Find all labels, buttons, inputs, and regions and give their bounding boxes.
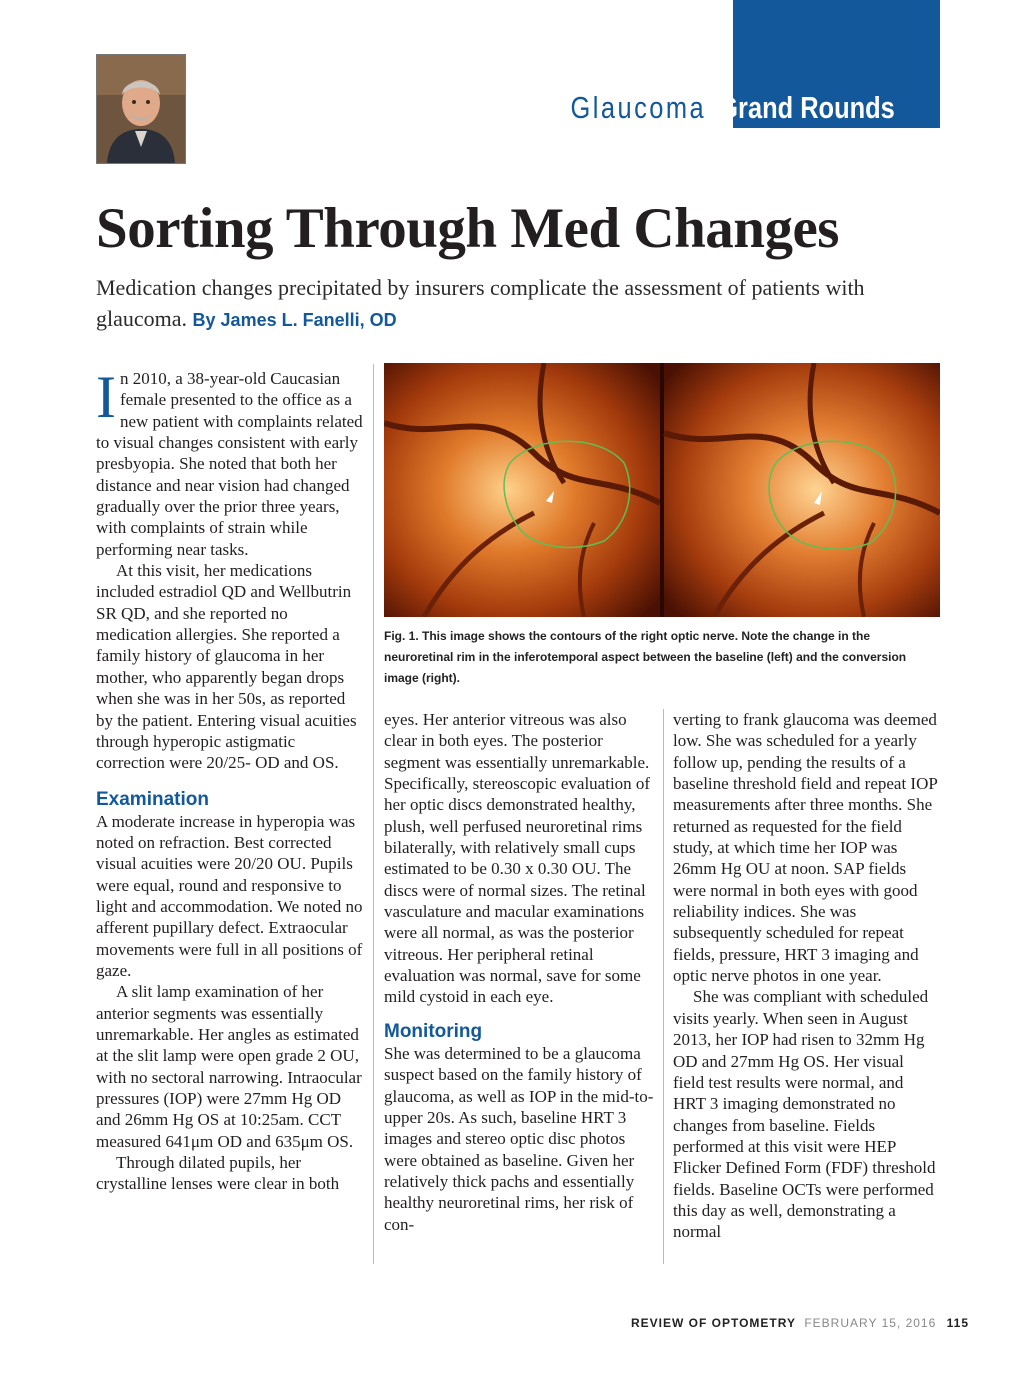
paragraph: eyes. Her anterior vitreous was also clear in both eyes. The posterior segment was essentially unremarkable. Specifically, stereoscopic evaluation of her optic discs demonstrated healthy, plush, well perfused neuroretinal rims bilaterally, with relatively small cups estimated to be 0.30 x 0.30 OU. The discs were of normal sizes. The retinal vasculature and macular examinations were all normal, as was the posterior vitreous. Her peripheral retinal evaluation was normal, save for some mild cystoid in each eye.: [384, 710, 651, 1007]
article-column-2: [384, 709, 656, 1235]
subhead-monitoring: Monitoring: [384, 1020, 483, 1042]
deck-text: Medication changes precipitated by insurers complicate the assessment of patients with glaucoma.: [96, 275, 865, 331]
article-deck: [96, 272, 936, 336]
column-divider: [663, 709, 664, 1264]
author-photo: [96, 54, 186, 164]
section-title: [539, 88, 938, 128]
magazine-name: REVIEW OF OPTOMETRY: [630, 1316, 796, 1330]
paragraph: A moderate increase in hyperopia was noted on refraction. Best corrected visual acuities were 20/20 OU. Pupils were equal, round and responsive to light and accommodation. We noted no afferent pupillary defect. Extraocular movements were full in all positions of gaze.: [96, 811, 363, 980]
column-divider: [373, 364, 374, 1264]
subhead-examination: Examination: [96, 788, 209, 810]
baseline-image: [384, 363, 660, 617]
conversion-image: [664, 363, 940, 617]
issue-date: FEBRUARY 15, 2016: [804, 1316, 937, 1330]
paragraph: In 2010, a 38-year-old Caucasian female presented to the office as a new patient with complaints related to visual changes consistent with early presbyopia. She noted that both her distance and near vision had changed gradually over the prior three years, with complaints of strain while performing near tasks.: [96, 364, 363, 559]
paragraph: verting to frank glaucoma was deemed low. She was scheduled for a yearly follow up, pending the results of a baseline threshold field and repeat IOP measurements after three months. She returned as requested for the field study, at which time her IOP was 26mm Hg OU at noon. SAP fields were normal in both eyes with good reliability indices. She was subsequently scheduled for repeat fields, pressure, HRT 3 imaging and optic nerve photos in one year.: [673, 710, 938, 986]
paragraph: A slit lamp examination of her anterior segments was essentially unremarkable. Her angles as estimated at the slit lamp were open grade 2 OU, with no sectoral narrowing. Intraocular pressures (IOP) were 27mm Hg OD and 26mm Hg OS at 10:25am. CCT measured 641μm OD and 635μm OS.: [96, 982, 362, 1151]
figure-caption: Fig. 1. This image shows the contours of the right optic nerve. Note the change in the neuroretinal rim in the inferotemporal aspect between the baseline (left) and the conversion image (right).: [384, 629, 907, 685]
drop-cap: I: [96, 364, 116, 430]
article-column-3: [673, 709, 938, 1243]
paragraph: Through dilated pupils, her crystalline lenses were clear in both: [96, 1153, 340, 1194]
paragraph: She was determined to be a glaucoma suspect based on the family history of glaucoma, as well as IOP in the mid-to-upper 20s. As such, baseline HRT 3 images and stereo optic disc photos were obtained as baseline. Given her relatively thick pachs and essentially healthy neuroretinal rims, her risk of con-: [384, 1043, 654, 1234]
section-title-bold: Grand Rounds: [717, 90, 895, 125]
page-number: 115: [946, 1316, 969, 1330]
byline: By James L. Fanelli, OD: [192, 310, 397, 330]
page-footer: [631, 1316, 969, 1330]
article-column-1: [96, 364, 366, 1195]
article-title: Sorting Through Med Changes: [96, 197, 839, 260]
section-title-light: Glaucoma: [570, 90, 707, 125]
paragraph: At this visit, her medications included estradiol QD and Wellbutrin SR QD, and she reported no medication allergies. She reported a family history of glaucoma in her mother, who apparently began drops when she was in her 50s, as reported by the patient. Entering visual acuities through hyperopic astigmatic correction were 20/25- OD and OS.: [96, 561, 357, 773]
figure-optic-nerve-images: [384, 363, 940, 617]
paragraph: She was compliant with scheduled visits yearly. When seen in August 2013, her IOP had risen to 32mm Hg OD and 27mm Hg OS. Her visual field test results were normal, and HRT 3 imaging demonstrated no changes from baseline. Fields performed at this visit were HEP Flicker Defined Form (FDF) threshold fields. Baseline OCTs were performed this day as well, demonstrating a normal: [673, 987, 936, 1242]
